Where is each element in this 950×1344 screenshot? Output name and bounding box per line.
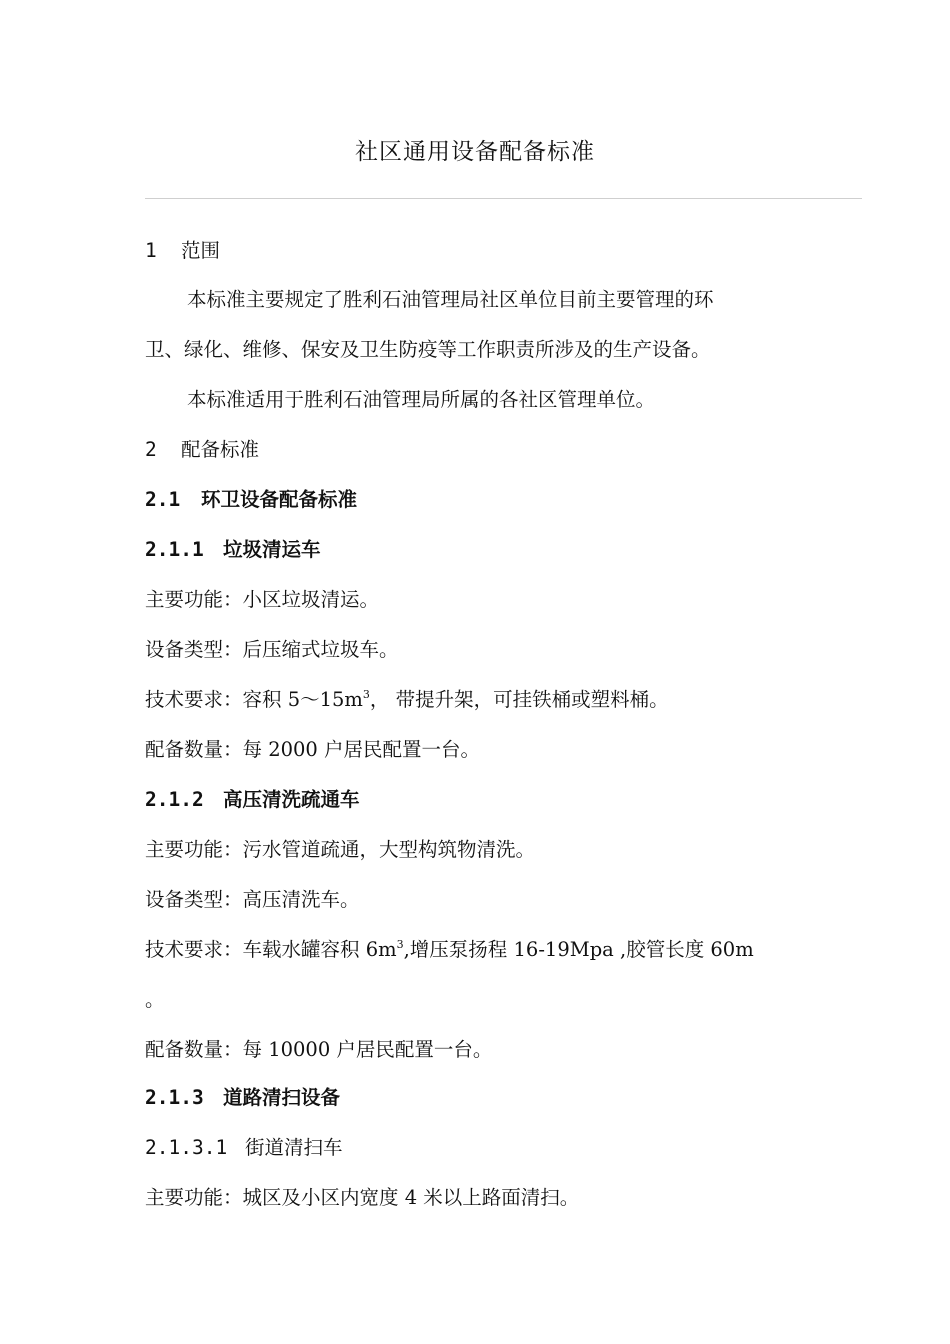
flushing-truck-function: 主要功能：污水管道疏通，大型构筑物清洗。 [145, 838, 536, 861]
superscript: 3 [396, 938, 404, 951]
section-title: 街道清扫车 [245, 1136, 343, 1159]
tech-text: 技术要求：容积 5～15m [145, 688, 363, 711]
section-2-1-2-heading [145, 785, 360, 815]
flushing-truck-tech-wrap: 。 [145, 988, 165, 1011]
section-2-1-3-heading [145, 1083, 340, 1113]
section-number: 2.1 [145, 488, 181, 511]
section-number: 2.1.1 [145, 538, 204, 561]
flushing-truck-type: 设备类型：高压清洗车。 [145, 888, 360, 911]
section-2-1-3-1-heading [145, 1133, 343, 1163]
section-title: 配备标准 [181, 438, 260, 461]
section-title: 环卫设备配备标准 [201, 488, 358, 511]
section-title: 道路清扫设备 [223, 1086, 341, 1109]
section-number: 2 [145, 438, 157, 461]
section-title: 垃圾清运车 [223, 538, 321, 561]
section-2-heading [145, 435, 259, 465]
garbage-truck-type: 设备类型：后压缩式垃圾车。 [145, 638, 399, 661]
paragraph-scope-line-1: 本标准主要规定了胜利石油管理局社区单位目前主要管理的环 [187, 288, 714, 311]
tech-text: 技术要求：车载水罐容积 6m [145, 938, 397, 961]
section-number: 2.1.3.1 [145, 1136, 228, 1159]
tech-text-rest: ， 带提升架，可挂铁桶或塑料桶。 [369, 688, 669, 711]
garbage-truck-function: 主要功能：小区垃圾清运。 [145, 588, 380, 611]
tech-text-rest: ,增压泵扬程 16-19Mpa ,胶管长度 60m [403, 938, 754, 961]
garbage-truck-tech [145, 685, 669, 715]
street-sweeper-function: 主要功能：城区及小区内宽度 4 米以上路面清扫。 [145, 1186, 580, 1209]
section-title: 高压清洗疏通车 [223, 788, 360, 811]
paragraph-scope-line-2: 卫、绿化、维修、保安及卫生防疫等工作职责所涉及的生产设备。 [145, 338, 711, 361]
paragraph-applicability: 本标准适用于胜利石油管理局所属的各社区管理单位。 [187, 388, 656, 411]
section-title: 范围 [181, 239, 221, 262]
section-1-heading [145, 236, 220, 266]
flushing-truck-quantity: 配备数量：每 10000 户居民配置一台。 [145, 1038, 493, 1061]
section-number: 2.1.3 [145, 1086, 204, 1109]
document-title: 社区通用设备配备标准 [355, 139, 595, 165]
flushing-truck-tech [145, 935, 754, 965]
section-number: 2.1.2 [145, 788, 204, 811]
section-2-1-heading [145, 485, 357, 515]
title-divider [145, 198, 862, 199]
superscript: 3 [362, 688, 370, 701]
section-number: 1 [145, 239, 157, 262]
garbage-truck-quantity: 配备数量：每 2000 户居民配置一台。 [145, 738, 481, 761]
section-2-1-1-heading [145, 535, 321, 565]
